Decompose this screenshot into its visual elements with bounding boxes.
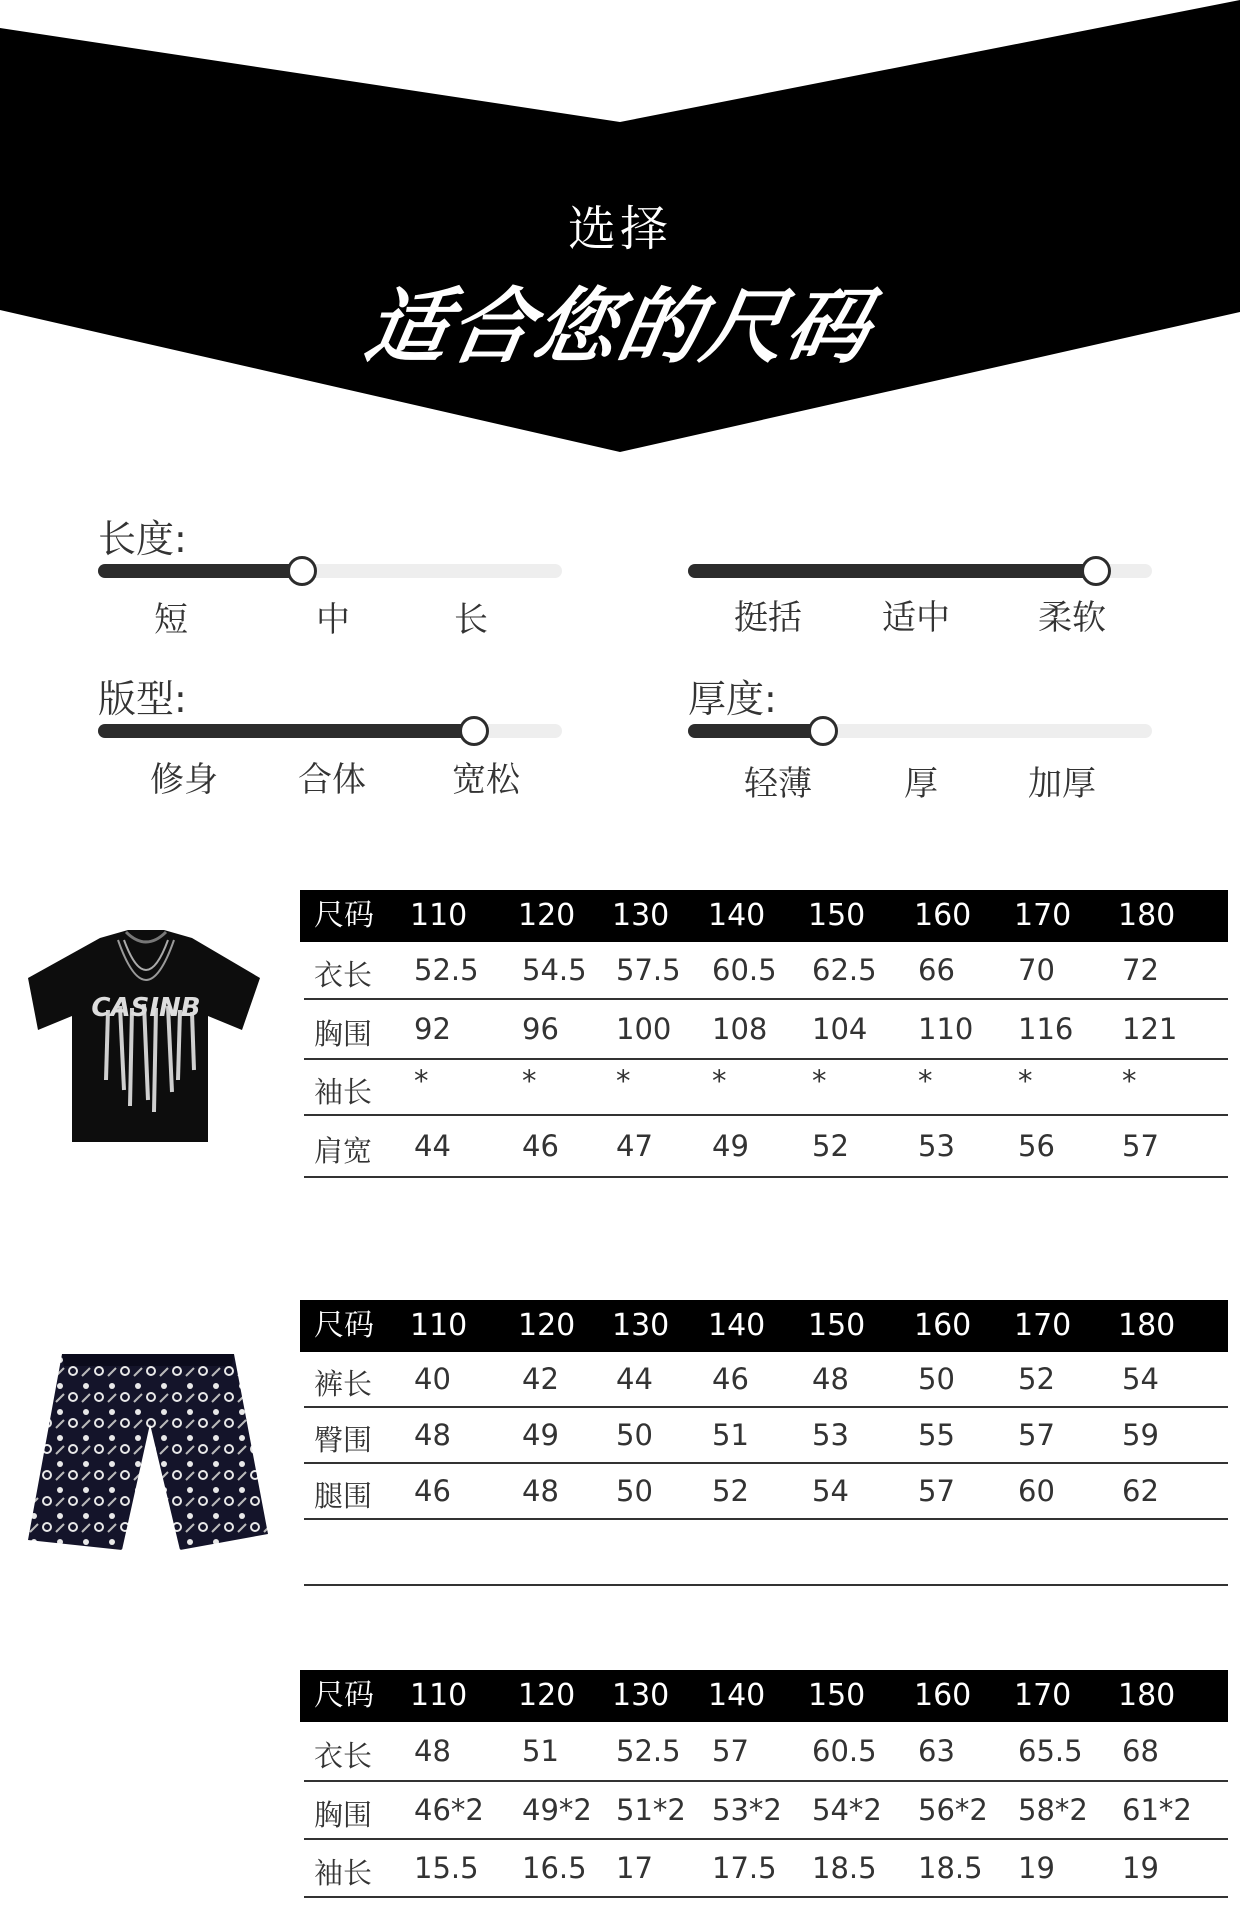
table-row <box>304 942 1228 1000</box>
measure-value: 46 <box>522 1129 559 1163</box>
size-header-cell: 120 <box>518 898 576 933</box>
measure-value: 108 <box>712 1012 768 1046</box>
measure-value: 55 <box>918 1418 955 1452</box>
length-label: 长度: <box>98 517 187 561</box>
table-row <box>304 1840 1228 1898</box>
measure-value: 59 <box>1122 1418 1159 1452</box>
table-row <box>304 1722 1228 1782</box>
size-header-cell: 160 <box>914 898 972 933</box>
measure-value: 54.5 <box>522 953 587 987</box>
size-header-cell: 110 <box>410 1678 468 1713</box>
length-option: 短 <box>154 600 188 640</box>
measure-value: 60.5 <box>812 1734 877 1768</box>
measure-value: 53 <box>812 1418 849 1452</box>
measure-value: 51 <box>712 1418 749 1452</box>
measure-value: 56 <box>1018 1129 1055 1163</box>
size-header-cell: 140 <box>708 1308 766 1343</box>
size-header-cell: 150 <box>808 898 866 933</box>
measure-value: * <box>812 1064 827 1098</box>
measure-value: 51*2 <box>616 1793 686 1827</box>
measure-value: 52.5 <box>616 1734 681 1768</box>
measure-value: 54*2 <box>812 1793 882 1827</box>
measure-value: 48 <box>812 1362 849 1396</box>
measure-label: 衣长 <box>314 958 373 992</box>
thickness-label: 厚度: <box>688 677 777 721</box>
measure-value: 57 <box>918 1474 955 1508</box>
header-banner <box>0 0 1240 460</box>
measure-label: 胸围 <box>314 1798 373 1832</box>
banner-subtitle: 选择 <box>567 201 672 257</box>
size-header-cell: 130 <box>612 1678 670 1713</box>
length-option: 长 <box>454 600 488 640</box>
banner-title: 适合您的尺码 <box>358 280 880 375</box>
measure-value: 52.5 <box>414 953 479 987</box>
size-header-label: 尺码 <box>314 1308 374 1343</box>
measure-value: 57 <box>1018 1418 1055 1452</box>
thickness-slider-fill <box>688 724 823 738</box>
size-header-cell: 130 <box>612 1308 670 1343</box>
size-header-cell: 150 <box>808 1678 866 1713</box>
table-row <box>304 1352 1228 1408</box>
size-header-cell: 170 <box>1014 898 1072 933</box>
measure-value: 19 <box>1122 1851 1159 1885</box>
measure-value: 44 <box>414 1129 451 1163</box>
measure-label: 肩宽 <box>314 1134 373 1168</box>
measure-label: 袖长 <box>314 1075 373 1109</box>
measure-value: 46*2 <box>414 1793 484 1827</box>
table-row <box>304 1000 1228 1060</box>
length-slider-knob[interactable] <box>287 556 317 586</box>
measure-value: 92 <box>414 1012 451 1046</box>
measure-value: 54 <box>1122 1362 1159 1396</box>
measure-value: 17.5 <box>712 1851 777 1885</box>
fit-slider-knob[interactable] <box>459 716 489 746</box>
size-header-cell: 120 <box>518 1678 576 1713</box>
measure-label: 腿围 <box>314 1479 373 1513</box>
measure-value: 18.5 <box>812 1851 877 1885</box>
texture-slider-fill <box>688 564 1096 578</box>
measure-value: * <box>918 1064 933 1098</box>
measure-value: 62 <box>1122 1474 1159 1508</box>
measure-value: 16.5 <box>522 1851 587 1885</box>
fit-slider[interactable] <box>98 724 562 738</box>
texture-slider-knob[interactable] <box>1081 556 1111 586</box>
size-header-cell: 120 <box>518 1308 576 1343</box>
measure-value: * <box>616 1064 631 1098</box>
measure-value: 19 <box>1018 1851 1055 1885</box>
measure-value: 17 <box>616 1851 653 1885</box>
measure-value: * <box>1122 1064 1137 1098</box>
tshirt-size-table <box>300 890 1228 1190</box>
size-header-cell: 110 <box>410 898 468 933</box>
measure-value: * <box>522 1064 537 1098</box>
measure-value: 52 <box>712 1474 749 1508</box>
measure-value: 47 <box>616 1129 653 1163</box>
measure-value: 15.5 <box>414 1851 479 1885</box>
measure-value: * <box>1018 1064 1033 1098</box>
measure-value: 42 <box>522 1362 559 1396</box>
size-header-label: 尺码 <box>314 898 374 933</box>
fit-label: 版型: <box>98 677 187 721</box>
texture-slider[interactable] <box>688 564 1152 578</box>
measure-value: 48 <box>414 1734 451 1768</box>
measure-value: 56*2 <box>918 1793 988 1827</box>
measure-value: 49 <box>522 1418 559 1452</box>
measure-value: 50 <box>918 1362 955 1396</box>
measure-label: 胸围 <box>314 1017 373 1051</box>
size-header-cell: 150 <box>808 1308 866 1343</box>
measure-value: 54 <box>812 1474 849 1508</box>
measure-label: 衣长 <box>314 1739 373 1773</box>
measure-value: 65.5 <box>1018 1734 1083 1768</box>
table-row <box>304 1408 1228 1464</box>
texture-option: 挺括 <box>734 598 802 638</box>
measure-value: 53*2 <box>712 1793 782 1827</box>
measure-value: 46 <box>712 1362 749 1396</box>
measure-value: 60.5 <box>712 953 777 987</box>
shorts-image <box>28 1354 268 1564</box>
thickness-option: 轻薄 <box>744 764 812 804</box>
measure-value: 48 <box>414 1418 451 1452</box>
measure-value: 60 <box>1018 1474 1055 1508</box>
size-header-cell: 130 <box>612 898 670 933</box>
size-table-header <box>300 1670 1228 1722</box>
measure-value: 52 <box>812 1129 849 1163</box>
table-row <box>304 1464 1228 1520</box>
measure-label: 臀围 <box>314 1423 373 1457</box>
set-size-table <box>300 1670 1228 1920</box>
table-row <box>304 1116 1228 1178</box>
measure-value: 46 <box>414 1474 451 1508</box>
measure-value: 104 <box>812 1012 868 1046</box>
thickness-slider[interactable] <box>688 724 1152 738</box>
measure-value: 68 <box>1122 1734 1159 1768</box>
measure-value: 110 <box>918 1012 974 1046</box>
thickness-option: 加厚 <box>1028 764 1096 804</box>
thickness-option: 厚 <box>904 764 938 804</box>
length-option: 中 <box>316 600 350 640</box>
texture-option: 柔软 <box>1038 598 1106 638</box>
measure-value: 58*2 <box>1018 1793 1088 1827</box>
measure-value: 40 <box>414 1362 451 1396</box>
measure-label: 裤长 <box>314 1367 373 1401</box>
size-header-cell: 170 <box>1014 1308 1072 1343</box>
tshirt-image <box>28 930 264 1150</box>
measure-label: 袖长 <box>314 1856 373 1890</box>
length-slider[interactable] <box>98 564 562 578</box>
size-header-cell: 180 <box>1118 1678 1176 1713</box>
measure-value: * <box>712 1064 727 1098</box>
length-slider-fill <box>98 564 302 578</box>
measure-value: 116 <box>1018 1012 1074 1046</box>
measure-value: 66 <box>918 953 955 987</box>
measure-value: 121 <box>1122 1012 1178 1046</box>
size-header-cell: 140 <box>708 1678 766 1713</box>
measure-value: 57 <box>712 1734 749 1768</box>
size-header-cell: 170 <box>1014 1678 1072 1713</box>
table-row <box>304 1060 1228 1116</box>
measure-value: 96 <box>522 1012 559 1046</box>
measure-value: 57 <box>1122 1129 1159 1163</box>
measure-value: 48 <box>522 1474 559 1508</box>
measure-value: 50 <box>616 1418 653 1452</box>
measure-value: 63 <box>918 1734 955 1768</box>
size-header-cell: 160 <box>914 1678 972 1713</box>
measure-value: 61*2 <box>1122 1793 1192 1827</box>
fit-option: 合体 <box>298 760 366 800</box>
table-divider <box>304 1530 1228 1586</box>
measure-value: 57.5 <box>616 953 681 987</box>
size-header-cell: 180 <box>1118 1308 1176 1343</box>
svg-text:CASINB: CASINB <box>91 993 201 1023</box>
measure-value: 49 <box>712 1129 749 1163</box>
size-header-label: 尺码 <box>314 1678 374 1713</box>
measure-value: 52 <box>1018 1362 1055 1396</box>
fit-slider-fill <box>98 724 474 738</box>
measure-value: 70 <box>1018 953 1055 987</box>
size-table-header <box>300 1300 1228 1352</box>
measure-value: 72 <box>1122 953 1159 987</box>
texture-option: 适中 <box>882 598 950 638</box>
fit-option: 宽松 <box>452 760 520 800</box>
size-header-cell: 180 <box>1118 898 1176 933</box>
table-row <box>304 1782 1228 1840</box>
size-header-cell: 140 <box>708 898 766 933</box>
measure-value: 100 <box>616 1012 672 1046</box>
measure-value: 44 <box>616 1362 653 1396</box>
size-header-cell: 160 <box>914 1308 972 1343</box>
size-header-cell: 110 <box>410 1308 468 1343</box>
shorts-size-table <box>300 1300 1228 1580</box>
measure-value: 51 <box>522 1734 559 1768</box>
thickness-slider-knob[interactable] <box>808 716 838 746</box>
measure-value: 50 <box>616 1474 653 1508</box>
size-table-header <box>300 890 1228 942</box>
measure-value: * <box>414 1064 429 1098</box>
measure-value: 18.5 <box>918 1851 983 1885</box>
fit-option: 修身 <box>150 760 218 800</box>
measure-value: 53 <box>918 1129 955 1163</box>
measure-value: 49*2 <box>522 1793 592 1827</box>
measure-value: 62.5 <box>812 953 877 987</box>
